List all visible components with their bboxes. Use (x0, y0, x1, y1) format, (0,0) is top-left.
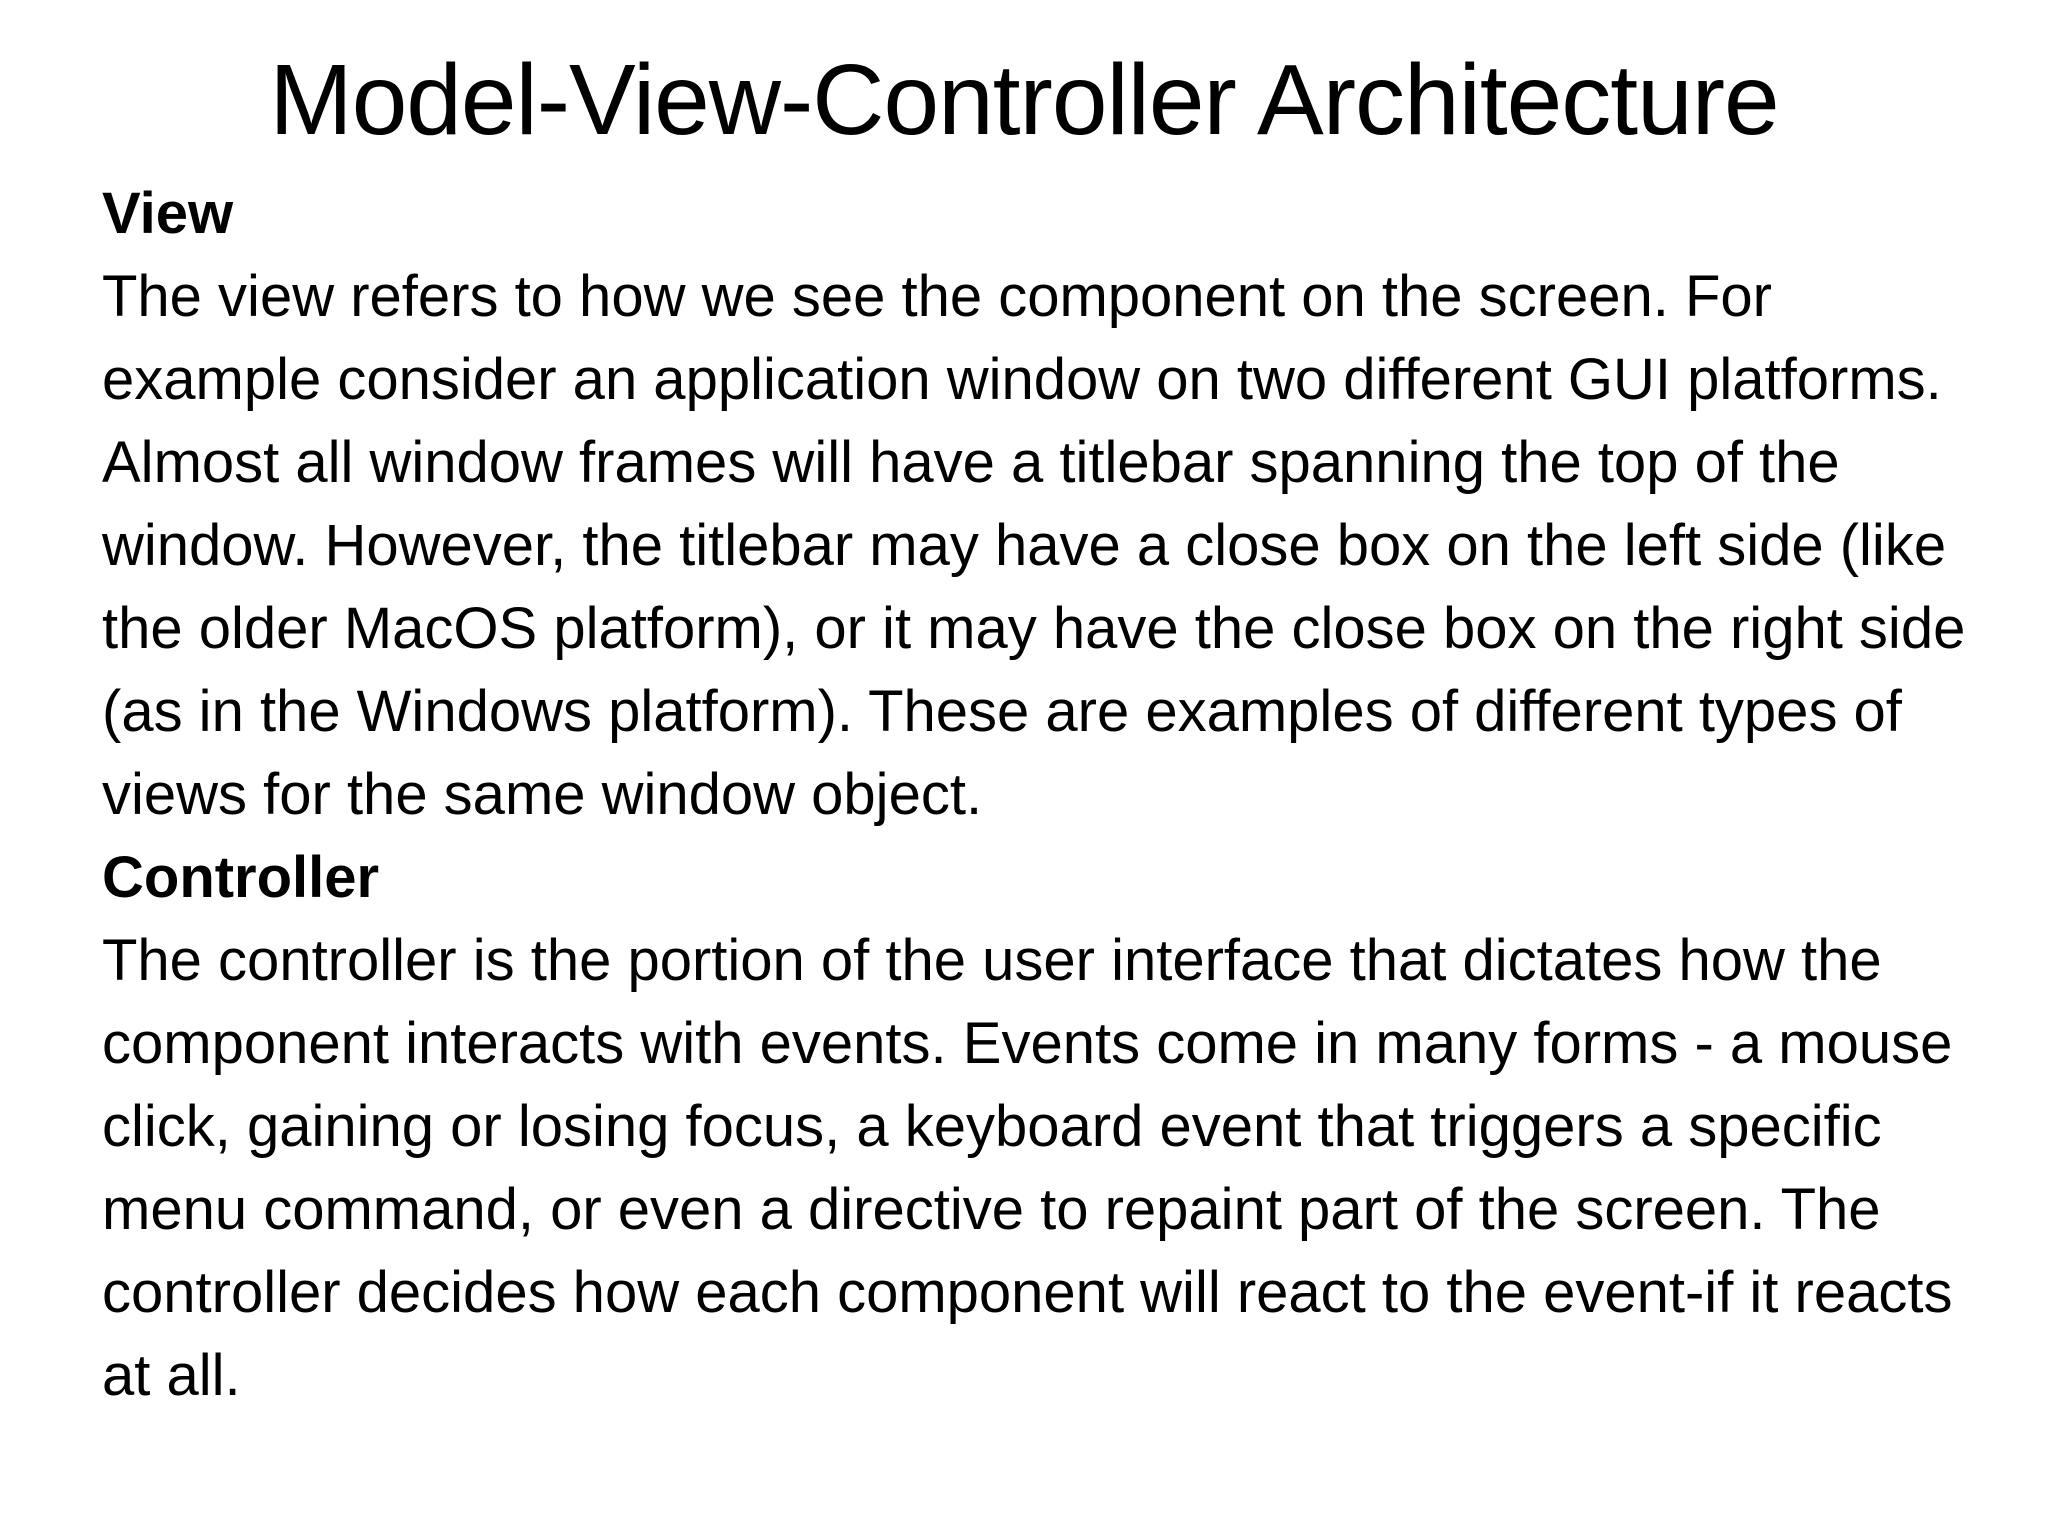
slide-content (102, 172, 1982, 1417)
section-heading-controller: Controller (102, 845, 380, 910)
slide-title: Model-View-Controller Architecture (269, 44, 1779, 156)
section-body-view: The view refers to how we see the component on the screen. For example consider an application window on two different GUI platforms. Almost all window frames will have a titlebar spanning the top of the window. However, the titlebar may have a close box on the left side (like the older MacOS platform), or it may have the close box on the right side (as in the Windows platform). These are examples of different types of views for the same window object. (102, 264, 1966, 827)
section-heading-view: View (102, 181, 234, 246)
section-body-controller: The controller is the portion of the user interface that dictates how the component interacts with events. Events come in many forms - a mouse click, gaining or losing focus, a keyboard event that triggers a specific menu command, or even a directive to repaint part of the screen. The controller decides how each component will react to the event-if it reacts at all. (102, 928, 1953, 1408)
